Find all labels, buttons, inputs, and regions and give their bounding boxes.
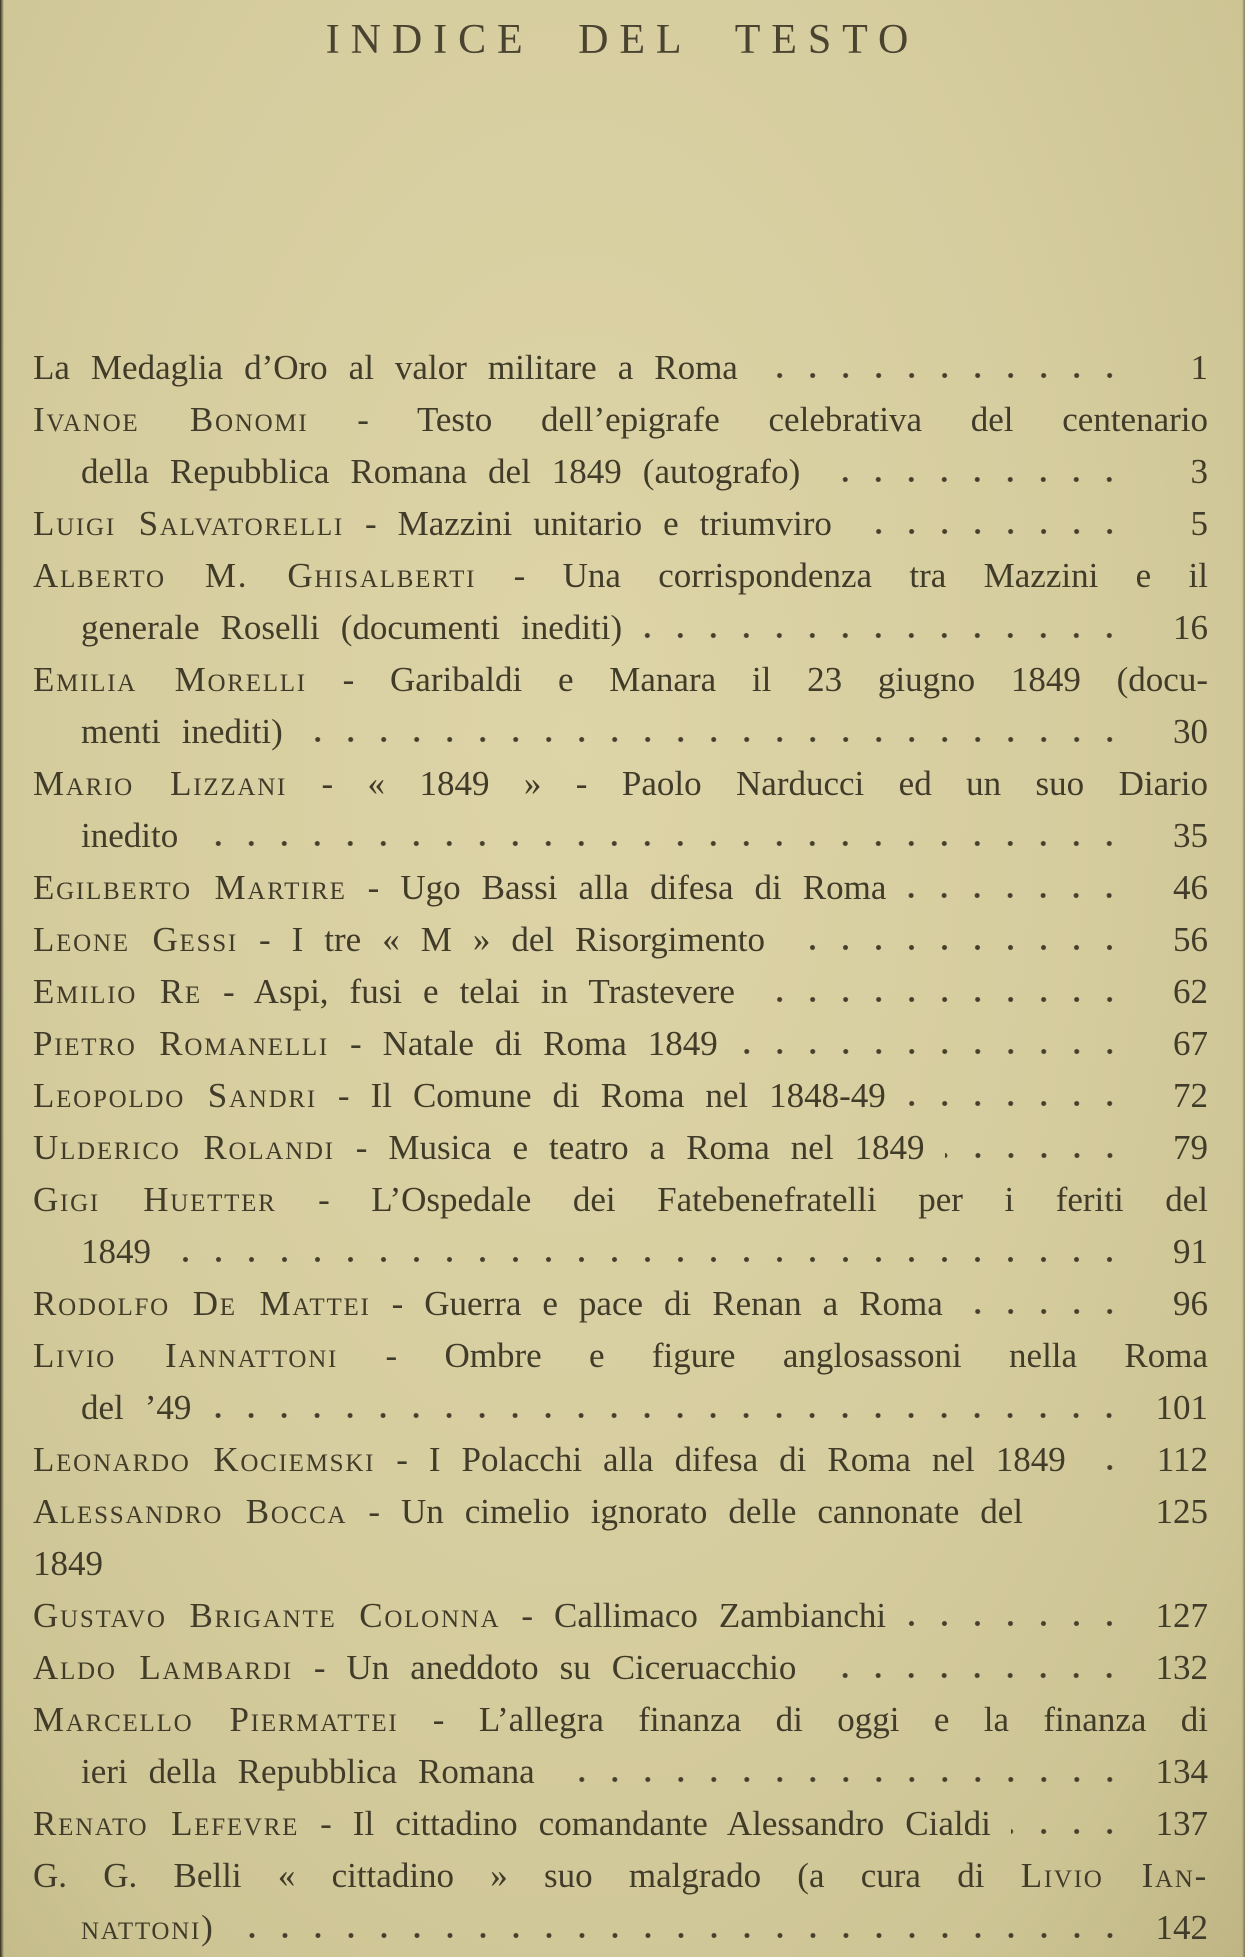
index-entry (33, 1486, 1208, 1590)
dot-leader (816, 1672, 1126, 1679)
author-smallcaps: Leonardo Kociemski (33, 1440, 376, 1479)
dot-leader (906, 1620, 1126, 1627)
entry-line (33, 602, 1208, 654)
author-smallcaps: Rodolfo De Mattei (33, 1284, 371, 1323)
index-entry (33, 1070, 1208, 1122)
author-smallcaps: Emilio Re (33, 972, 202, 1011)
author-smallcaps: Livio Ian- (1020, 1856, 1208, 1895)
page-number: 142 (1155, 1908, 1208, 1947)
entry-text (33, 1278, 943, 1330)
entry-text-segment: della Repubblica Romana del 1849 (autografo) (81, 452, 801, 491)
page-number: 134 (1155, 1752, 1208, 1791)
dot-leader (235, 1932, 1126, 1939)
index-entry (33, 1278, 1208, 1330)
entry-line (33, 1018, 1208, 1070)
entry-line (33, 1850, 1208, 1902)
author-smallcaps: nattoni) (81, 1908, 215, 1947)
index-entry (33, 550, 1208, 654)
author-smallcaps: Mario Lizzani (33, 764, 288, 803)
index-entry (33, 862, 1208, 914)
entry-text (33, 556, 1208, 595)
index-entry (33, 342, 1208, 394)
page-title: INDICE DEL TESTO (325, 17, 920, 63)
author-smallcaps: Gustavo Brigante Colonna (33, 1596, 501, 1635)
entry-text-segment: - Il cittadino comandante Alessandro Cialdi (299, 1804, 991, 1843)
entry-line (33, 1122, 1208, 1174)
author-smallcaps: Luigi Salvatorelli (33, 504, 344, 543)
dot-leader (642, 632, 1126, 639)
dot-leader (1086, 1464, 1126, 1471)
entry-line (33, 1330, 1208, 1382)
entry-text-segment: menti inediti) (81, 712, 283, 751)
entry-text (33, 914, 765, 966)
author-smallcaps: Ulderico Rolandi (33, 1128, 335, 1167)
entry-text-segment: - Il Comune di Roma nel 1848-49 (316, 1076, 886, 1115)
page-number: 16 (1173, 608, 1208, 647)
dot-leader (852, 528, 1126, 535)
index-entry (33, 1122, 1208, 1174)
page-number: 1 (1190, 348, 1208, 387)
entry-text-segment: - Aspi, fusi e telai in Trastevere (201, 972, 735, 1011)
dot-leader (785, 944, 1126, 951)
entry-text (33, 1856, 1208, 1895)
entry-text (33, 1486, 1096, 1590)
entry-text-segment: generale Roselli (documenti inediti) (81, 608, 623, 647)
entry-text (33, 1434, 1066, 1486)
entry-line (33, 654, 1208, 706)
author-smallcaps: Pietro Romanelli (33, 1024, 329, 1063)
entry-text-segment: - Musica e teatro a Roma nel 1849 (334, 1128, 925, 1167)
entry-text-segment: - Callimaco Zambianchi (500, 1596, 887, 1635)
index-entry (33, 1590, 1208, 1642)
author-smallcaps: Egilberto Martire (33, 868, 347, 907)
page-number: 137 (1155, 1804, 1208, 1843)
index-entry (33, 654, 1208, 758)
page-number: 125 (1155, 1492, 1208, 1531)
entry-text (33, 1642, 796, 1694)
entry-text (33, 1336, 1208, 1375)
index-entry (33, 1798, 1208, 1850)
entry-line (33, 1226, 1208, 1278)
entry-line (33, 810, 1208, 862)
dot-leader (906, 892, 1126, 899)
author-smallcaps: Aldo Lambardi (33, 1648, 293, 1687)
entry-line (33, 1902, 1208, 1954)
page-number: 56 (1173, 920, 1208, 959)
author-smallcaps: Emilia Morelli (33, 660, 307, 699)
dot-leader (755, 996, 1126, 1003)
author-smallcaps: Alessandro Bocca (33, 1492, 348, 1531)
entry-text (33, 498, 832, 550)
entry-text-segment: - Un aneddoto su Ciceruacchio (292, 1648, 797, 1687)
entry-text-segment: ieri della Repubblica Romana (81, 1752, 535, 1791)
entry-line (33, 1746, 1208, 1798)
entry-line (33, 706, 1208, 758)
dot-leader (758, 372, 1126, 379)
entry-text (33, 1798, 991, 1850)
entry-line (33, 550, 1208, 602)
page-number: 5 (1190, 504, 1208, 543)
dot-leader (1116, 1516, 1126, 1523)
page-number: 127 (1155, 1596, 1208, 1635)
page-number: 3 (1190, 452, 1208, 491)
dot-leader (303, 736, 1126, 743)
entry-text-segment: - Ugo Bassi alla difesa di Roma (346, 868, 887, 907)
entry-text (81, 602, 622, 654)
index-entry (33, 1850, 1208, 1954)
entry-text (81, 706, 283, 758)
page-number: 35 (1173, 816, 1208, 855)
entry-text-segment: 1849 (81, 1232, 151, 1271)
entry-text (33, 862, 886, 914)
entry-line (33, 914, 1208, 966)
index-entry (33, 1174, 1208, 1278)
dot-leader (198, 840, 1126, 847)
page-number: 101 (1155, 1388, 1208, 1427)
author-smallcaps: Livio Iannattoni (33, 1336, 339, 1375)
page-number: 132 (1155, 1648, 1208, 1687)
dot-leader (171, 1256, 1126, 1263)
entry-line (33, 1694, 1208, 1746)
entry-text (33, 764, 1208, 803)
entry-text (33, 966, 735, 1018)
page-number: 91 (1173, 1232, 1208, 1271)
entry-line (33, 394, 1208, 446)
index-entry (33, 1330, 1208, 1434)
page-number: 96 (1173, 1284, 1208, 1323)
entry-line (33, 1070, 1208, 1122)
author-smallcaps: Leopoldo Sandri (33, 1076, 317, 1115)
entry-text-segment: - Guerra e pace di Renan a Roma (370, 1284, 943, 1323)
author-smallcaps: Gigi Huetter (33, 1180, 277, 1219)
entry-text (33, 1180, 1208, 1219)
entry-text (81, 1746, 535, 1798)
entry-text-segment: del ’49 (81, 1388, 192, 1427)
page-number: 79 (1173, 1128, 1208, 1167)
page-number: 46 (1173, 868, 1208, 907)
dot-leader (211, 1412, 1126, 1419)
entry-text (81, 1226, 151, 1278)
entry-text-segment: - I tre « M » del Risorgimento (237, 920, 765, 959)
entry-line (33, 498, 1208, 550)
entry-text-segment: - « 1849 » - Paolo Narducci ed un suo Diario (287, 764, 1208, 803)
dot-leader (906, 1100, 1126, 1107)
entry-text (81, 810, 178, 862)
author-smallcaps: Alberto M. Ghisalberti (33, 556, 477, 595)
index-entry (33, 966, 1208, 1018)
entry-line (33, 446, 1208, 498)
author-smallcaps: Renato Lefevre (33, 1804, 300, 1843)
entry-text (33, 1590, 886, 1642)
entry-line (33, 1382, 1208, 1434)
entry-text (81, 446, 800, 498)
entry-line (33, 1486, 1208, 1590)
index-entry (33, 394, 1208, 498)
entry-line (33, 1174, 1208, 1226)
author-smallcaps: Leone Gessi (33, 920, 238, 959)
entry-text-segment: - L’Ospedale dei Fatebenefratelli per i feriti del (276, 1180, 1208, 1219)
page-number: 67 (1173, 1024, 1208, 1063)
entry-text-segment: - Una corrispondenza tra Mazzini e il (476, 556, 1208, 595)
entry-text (33, 1700, 1208, 1739)
entry-text-segment: - L’allegra finanza di oggi e la finanza di (398, 1700, 1208, 1739)
index-entry (33, 1018, 1208, 1070)
entry-text (81, 1382, 191, 1434)
entry-text-segment: G. G. Belli « cittadino » suo malgrado (a cura di (33, 1856, 1021, 1895)
entry-text-segment: inedito (81, 816, 179, 855)
page-number: 112 (1156, 1440, 1208, 1479)
index-entry (33, 498, 1208, 550)
entry-text (33, 1122, 925, 1174)
entry-text-segment: - Mazzini unitario e triumviro (343, 504, 832, 543)
index-entry (33, 1694, 1208, 1798)
entry-text-segment: - Natale di Roma 1849 (328, 1024, 718, 1063)
entry-text-segment: - I Polacchi alla difesa di Roma nel 1849 (375, 1440, 1066, 1479)
entry-text-segment: - Ombre e figure anglosassoni nella Roma (338, 1336, 1209, 1375)
entry-line (33, 758, 1208, 810)
page-number: 62 (1173, 972, 1208, 1011)
entry-text (33, 1070, 886, 1122)
dot-leader (738, 1048, 1126, 1055)
entry-text-segment: - Un cimelio ignorato delle cannonate del 1849 (33, 1492, 1024, 1583)
entry-line (33, 1642, 1208, 1694)
entry-line (33, 1278, 1208, 1330)
author-smallcaps: Marcello Piermattei (33, 1700, 399, 1739)
entry-text (33, 342, 738, 394)
entry-line (33, 862, 1208, 914)
scan-edge-shadow-left (0, 0, 4, 1957)
dot-leader (1011, 1828, 1126, 1835)
dot-leader (963, 1308, 1126, 1315)
index-entry (33, 1434, 1208, 1486)
entry-line (33, 1590, 1208, 1642)
dot-leader (820, 476, 1126, 483)
index-entry (33, 758, 1208, 862)
entry-line (33, 342, 1208, 394)
entry-text (33, 400, 1208, 439)
index-entry (33, 1642, 1208, 1694)
dot-leader (945, 1152, 1126, 1159)
entry-text (81, 1902, 215, 1954)
entry-line (33, 1798, 1208, 1850)
author-smallcaps: Ivanoe Bonomi (33, 400, 309, 439)
index-entries (33, 342, 1208, 1954)
entry-text-segment: - Garibaldi e Manara il 23 giugno 1849 (docu- (306, 660, 1208, 699)
entry-text-segment: La Medaglia d’Oro al valor militare a Roma (33, 348, 738, 387)
page-number: 30 (1173, 712, 1208, 751)
entry-text (33, 1018, 718, 1070)
dot-leader (555, 1776, 1126, 1783)
entry-text-segment: - Testo dell’epigrafe celebrativa del centenario (308, 400, 1208, 439)
entry-line (33, 1434, 1208, 1486)
entry-line (33, 966, 1208, 1018)
entry-text (33, 660, 1208, 699)
index-entry (33, 914, 1208, 966)
page-number: 72 (1173, 1076, 1208, 1115)
